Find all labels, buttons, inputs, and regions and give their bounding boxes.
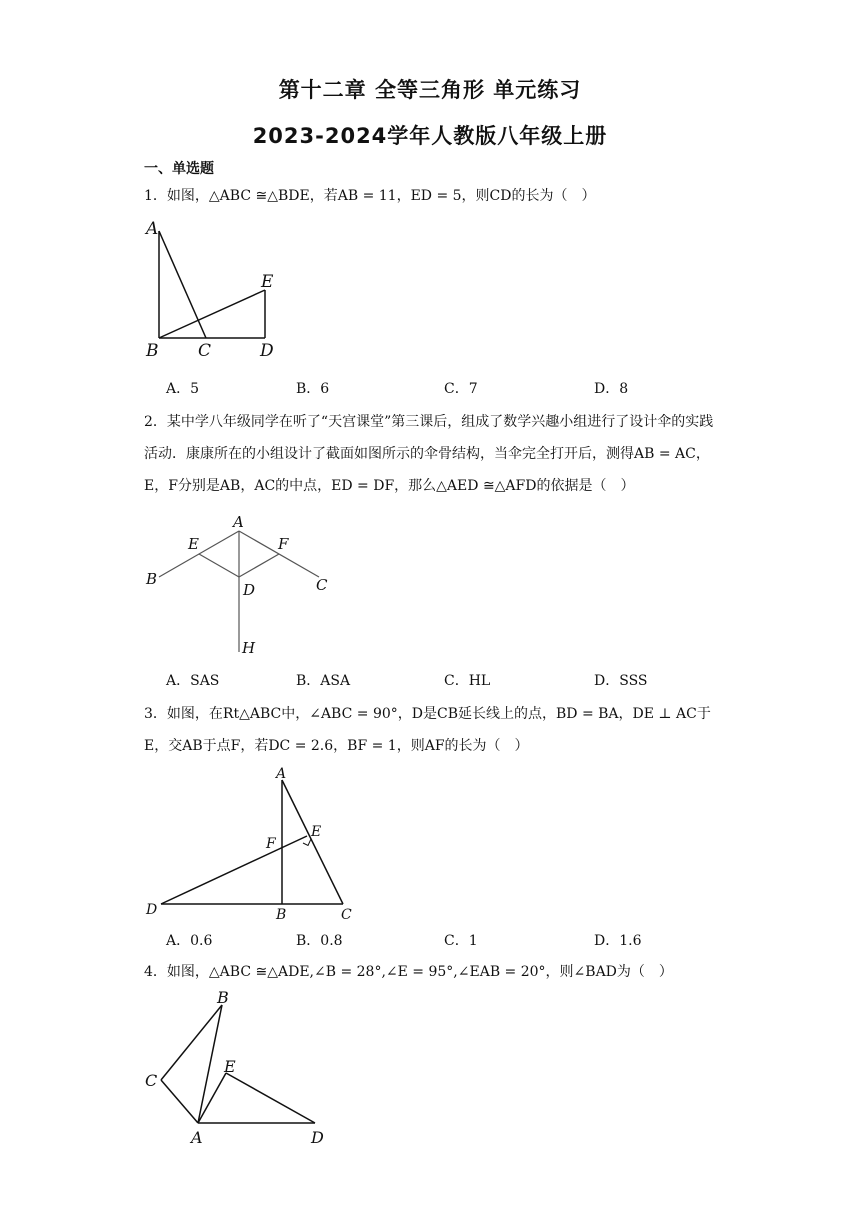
q2-option-a[interactable]: A．SAS (166, 673, 220, 689)
q3-option-b[interactable]: B．0.8 (296, 933, 343, 949)
q3-label-b: B (276, 907, 287, 922)
q4-label-d: D (311, 1128, 324, 1147)
page-title: 第十二章 全等三角形 单元练习 (278, 78, 582, 102)
q2-label-d: D (243, 581, 256, 599)
q1-label-b: B (146, 341, 159, 361)
q2-option-d[interactable]: D．SSS (594, 673, 648, 689)
q1-option-d[interactable]: D．8 (594, 381, 629, 397)
question-1-figure (140, 215, 290, 365)
q3-label-f: F (266, 836, 276, 852)
question-4-text: 4．如图，△ABC ≅△ADE,∠B = 28°,∠E = 95°,∠EAB = 20°，则∠BAD为（ ） (144, 964, 673, 980)
q4-label-a: A (191, 1128, 203, 1147)
q4-label-e: E (224, 1057, 236, 1076)
q1-option-b[interactable]: B．6 (296, 381, 330, 397)
q3-option-c[interactable]: C．1 (444, 933, 478, 949)
q2-option-b[interactable]: B．ASA (296, 673, 351, 689)
question-2-figure (140, 510, 340, 660)
q1-option-a[interactable]: A．5 (166, 381, 200, 397)
q2-label-e: E (188, 535, 199, 553)
q3-option-a[interactable]: A．0.6 (166, 933, 213, 949)
q2-label-h: H (242, 639, 256, 657)
q1-label-d: D (260, 341, 274, 361)
section-heading: 一、单选题 (144, 161, 214, 177)
q2-label-f: F (278, 535, 289, 553)
q3-label-e: E (311, 824, 322, 840)
q3-label-a: A (276, 766, 287, 782)
q3-label-c: C (341, 907, 352, 922)
q2-label-a: A (233, 513, 244, 531)
q3-option-d[interactable]: D．1.6 (594, 933, 642, 949)
question-2-text: 2．某中学八年级同学在听了“天宫课堂”第三课后，组成了数学兴趣小组进行了设计伞的实践活动．康康所在的小组设计了截面如图所示的伞骨结构，当伞完全打开后，测得AB = AC，E，F分别是AB，AC的中点，ED = DF，那么△AED ≅△AFD的依据是（ ） (144, 414, 714, 494)
q4-label-c: C (145, 1071, 158, 1090)
q1-label-a: A (146, 219, 159, 239)
q2-label-b: B (146, 570, 158, 588)
q1-label-e: E (261, 272, 274, 292)
question-3-text: 3．如图，在Rt△ABC中，∠ABC = 90°，D是CB延长线上的点，BD = BA，DE ⊥ AC于E，交AB于点F，若DC = 2.6，BF = 1，则AF的长为（ ） (144, 706, 711, 754)
q2-option-c[interactable]: C．HL (444, 673, 491, 689)
page-subtitle: 2023-2024学年人教版八年级上册 (252, 124, 608, 148)
q2-label-c: C (316, 576, 328, 594)
q3-label-d: D (146, 902, 158, 918)
question-4-figure (140, 985, 340, 1150)
q1-option-c[interactable]: C．7 (444, 381, 478, 397)
q1-label-c: C (198, 341, 212, 361)
question-1-text: 1．如图，△ABC ≅△BDE，若AB = 11，ED = 5，则CD的长为（ ） (144, 188, 596, 204)
question-3-figure (140, 762, 370, 922)
q4-label-b: B (217, 988, 229, 1007)
